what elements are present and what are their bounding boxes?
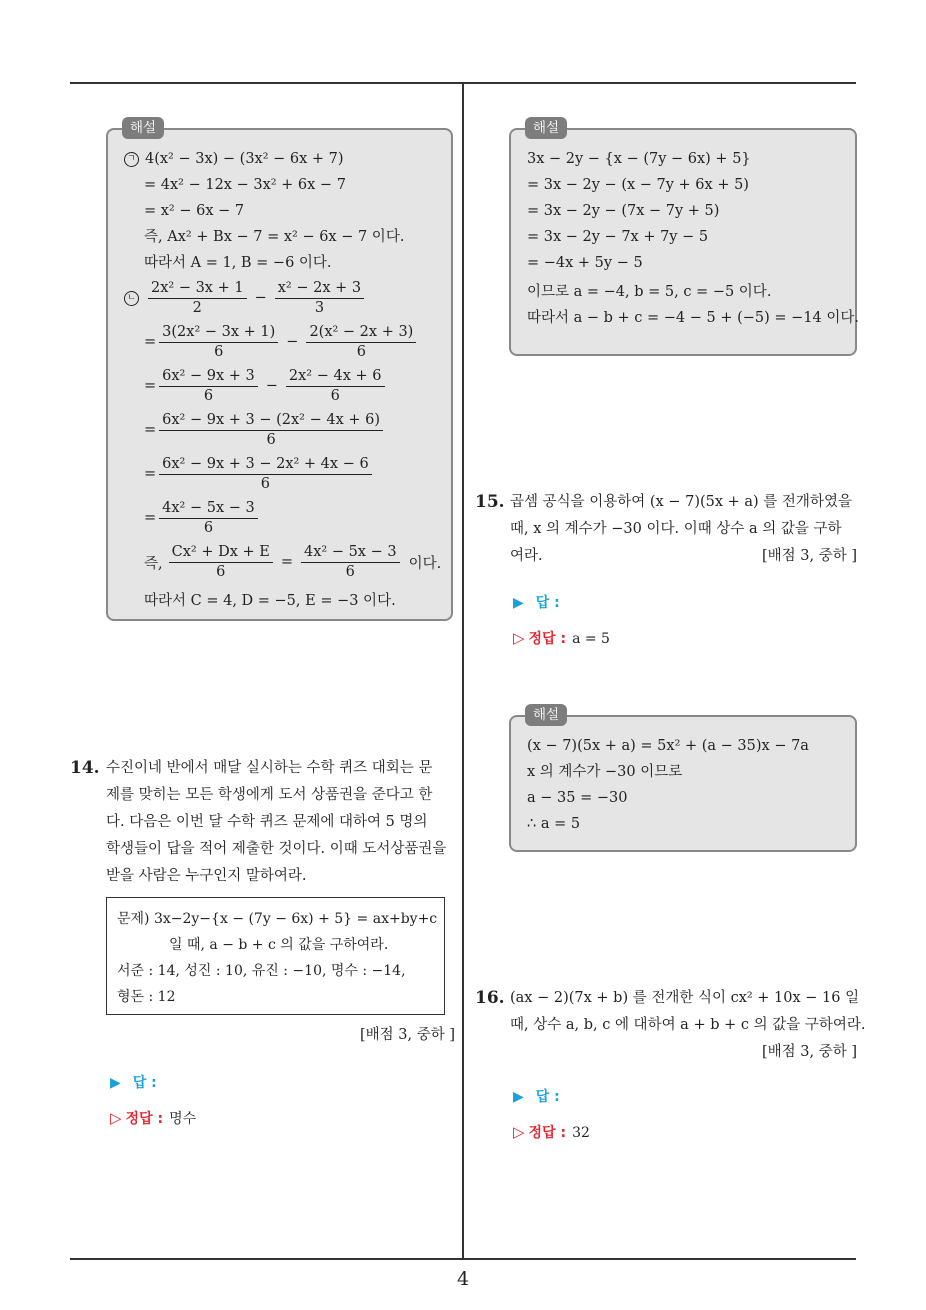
- solution-line: 따라서 C = 4, D = −5, E = −3 이다.: [144, 593, 396, 609]
- solution-line: = 3x − 2y − 7x + 7y − 5: [527, 229, 709, 245]
- correct-marker-icon: ▷: [110, 1109, 122, 1127]
- question-text: 다. 다음은 이번 달 수학 퀴즈 문제에 대하여 5 명의: [106, 814, 428, 830]
- answer-marker-icon: ▶: [110, 1075, 121, 1091]
- problem-box-line: 일 때, a − b + c 의 값을 구하여라.: [169, 937, 389, 953]
- circled-mark-2: ㄴ: [124, 291, 139, 306]
- fraction-line: = $\frac{\text{6x² − 9x + 3 − 2x² + 4x − 6}}{6}$: [124, 452, 437, 496]
- fraction: $\frac{\text{6x² − 9x + 3 − (2x² − 4x + 6)}}{6}$: [159, 412, 383, 449]
- fraction-line: = $\frac{\text{3(2x² − 3x + 1)}}{6}$ − $\frac{\text{2(x² − 2x + 3)}}{6}$: [124, 320, 437, 364]
- question-number: 16.: [475, 988, 505, 1008]
- fraction-conclusion: 즉, $\frac{\text{Cx² + Dx + E}}{6}$ = $\frac{\text{4x² − 5x − 3}}{6}$ 이다.: [144, 543, 442, 580]
- fraction: $\frac{\text{2x² − 3x + 1}}{2}$: [148, 280, 247, 317]
- question-text: 곱셈 공식을 이용하여 (x − 7)(5x + a) 를 전개하였을: [510, 494, 852, 510]
- correct-value: a = 5: [572, 631, 610, 647]
- problem-box-line: 형돈 : 12: [117, 989, 176, 1005]
- correct-line-15: ▷ 정답 : a = 5: [513, 629, 610, 647]
- solution-line: = 4x² − 12x − 3x² + 6x − 7: [144, 177, 346, 193]
- fraction-line: = $\frac{\text{6x² − 9x + 3}}{6}$ − $\frac{\text{2x² − 4x + 6}}{6}$: [124, 364, 437, 408]
- solution-line: = 3x − 2y − (7x − 7y + 5): [527, 203, 720, 219]
- question-text: (ax − 2)(7x + b) 를 전개한 식이 cx² + 10x − 16 일: [510, 990, 860, 1006]
- problem-box-14: [106, 897, 445, 1015]
- solution-line: = x² − 6x − 7: [144, 203, 245, 219]
- fraction: $\frac{\text{3(2x² − 3x + 1)}}{6}$: [159, 324, 278, 361]
- correct-line-16: ▷ 정답 : 32: [513, 1123, 590, 1141]
- fraction: $\frac{\text{4x² − 5x − 3}}{6}$: [159, 500, 258, 537]
- fraction: $\frac{\text{2(x² − 2x + 3)}}{6}$: [306, 324, 416, 361]
- problem-box-line: 문제) 3x−2y−{x − (7y − 6x) + 5} = ax+by+c: [117, 911, 438, 927]
- fraction-line: = $\frac{\text{6x² − 9x + 3 − (2x² − 4x + 6)}}{6}$: [124, 408, 437, 452]
- solution-line: 3x − 2y − {x − (7y − 6x) + 5}: [527, 151, 751, 167]
- solution-line: 이므로 a = −4, b = 5, c = −5 이다.: [527, 284, 772, 300]
- solution-line: a − 35 = −30: [527, 790, 628, 806]
- fraction-line: = $\frac{\text{4x² − 5x − 3}}{6}$: [124, 496, 437, 540]
- fraction: $\frac{\text{x² − 2x + 3}}{3}$: [275, 280, 364, 317]
- question-text: 학생들이 답을 적어 제출한 것이다. 이때 도서상품권을: [106, 841, 447, 857]
- solution-tag: 해설: [122, 117, 164, 139]
- answer-marker-icon: ▶: [513, 595, 524, 611]
- solution-line: 즉, Ax² + Bx − 7 = x² − 6x − 7 이다.: [144, 229, 405, 245]
- question-text: 제를 맞히는 모든 학생에게 도서 상품권을 준다고 한: [106, 787, 433, 803]
- question-text: 받을 사람은 누구인지 말하여라.: [106, 868, 307, 884]
- fraction-line: ㄴ $\frac{\text{2x² − 3x + 1}}{2}$ − $\frac{\text{x² − 2x + 3}}{3}$: [124, 276, 437, 320]
- question-text: 여라.: [510, 548, 543, 564]
- solution-line: = −4x + 5y − 5: [527, 255, 643, 271]
- solution-box-14: [509, 120, 860, 356]
- question-number: 14.: [70, 758, 100, 778]
- solution-line: ∴ a = 5: [527, 816, 581, 832]
- correct-value: 명수: [169, 1111, 197, 1127]
- answer-marker-icon: ▶: [513, 1089, 524, 1105]
- question-15: [475, 489, 857, 570]
- answer-line-16: ▶ 답 :: [513, 1089, 560, 1105]
- answer-line-14: ▶ 답 :: [110, 1075, 157, 1091]
- correct-marker-icon: ▷: [513, 1123, 525, 1141]
- question-text: 때, x 의 계수가 −30 이다. 이때 상수 a 의 값을 구하: [510, 521, 842, 537]
- circled-mark-1: ㄱ: [124, 152, 139, 167]
- bottom-rule: [70, 1258, 856, 1260]
- score-16: [배점 3, 중하 ]: [761, 1044, 857, 1060]
- question-text: 수진이네 반에서 매달 실시하는 수학 퀴즈 대회는 문: [106, 760, 433, 776]
- correct-value: 32: [572, 1125, 590, 1141]
- score-15: [배점 3, 중하 ]: [761, 548, 857, 564]
- fraction: $\frac{\text{6x² − 9x + 3 − 2x² + 4x − 6}}{6}$: [159, 456, 372, 493]
- score-14: [배점 3, 중하 ]: [359, 1027, 455, 1043]
- solution-line: x 의 계수가 −30 이므로: [527, 764, 683, 780]
- fraction: $\frac{\text{6x² − 9x + 3}}{6}$: [159, 368, 258, 405]
- correct-marker-icon: ▷: [513, 629, 525, 647]
- fraction: $\frac{\text{2x² − 4x + 6}}{6}$: [286, 368, 385, 405]
- correct-line-14: ▷ 정답 : 명수: [110, 1109, 197, 1127]
- page-number: 4: [456, 1268, 470, 1290]
- answer-line-15: ▶ 답 :: [513, 595, 560, 611]
- solution-line: 따라서 a − b + c = −4 − 5 + (−5) = −14 이다.: [527, 310, 860, 326]
- solution-line: ㄱ 4(x² − 3x) − (3x² − 6x + 7): [124, 146, 437, 172]
- solution-line: (x − 7)(5x + a) = 5x² + (a − 35)x − 7a: [527, 738, 809, 754]
- question-number: 15.: [475, 492, 505, 512]
- solution-tag: 해설: [525, 117, 567, 139]
- solution-box-15: [509, 707, 857, 852]
- question-text: 때, 상수 a, b, c 에 대하여 a + b + c 의 값을 구하여라.: [510, 1017, 866, 1033]
- solution-box-13: [106, 120, 453, 621]
- solution-tag: 해설: [525, 704, 567, 726]
- solution-line: = 3x − 2y − (x − 7y + 6x + 5): [527, 177, 749, 193]
- question-16: [475, 985, 866, 1066]
- column-divider: [462, 83, 464, 1259]
- question-14: [70, 755, 455, 890]
- solution-line: 따라서 A = 1, B = −6 이다.: [144, 255, 332, 271]
- problem-box-line: 서준 : 14, 성진 : 10, 유진 : −10, 명수 : −14,: [117, 963, 406, 979]
